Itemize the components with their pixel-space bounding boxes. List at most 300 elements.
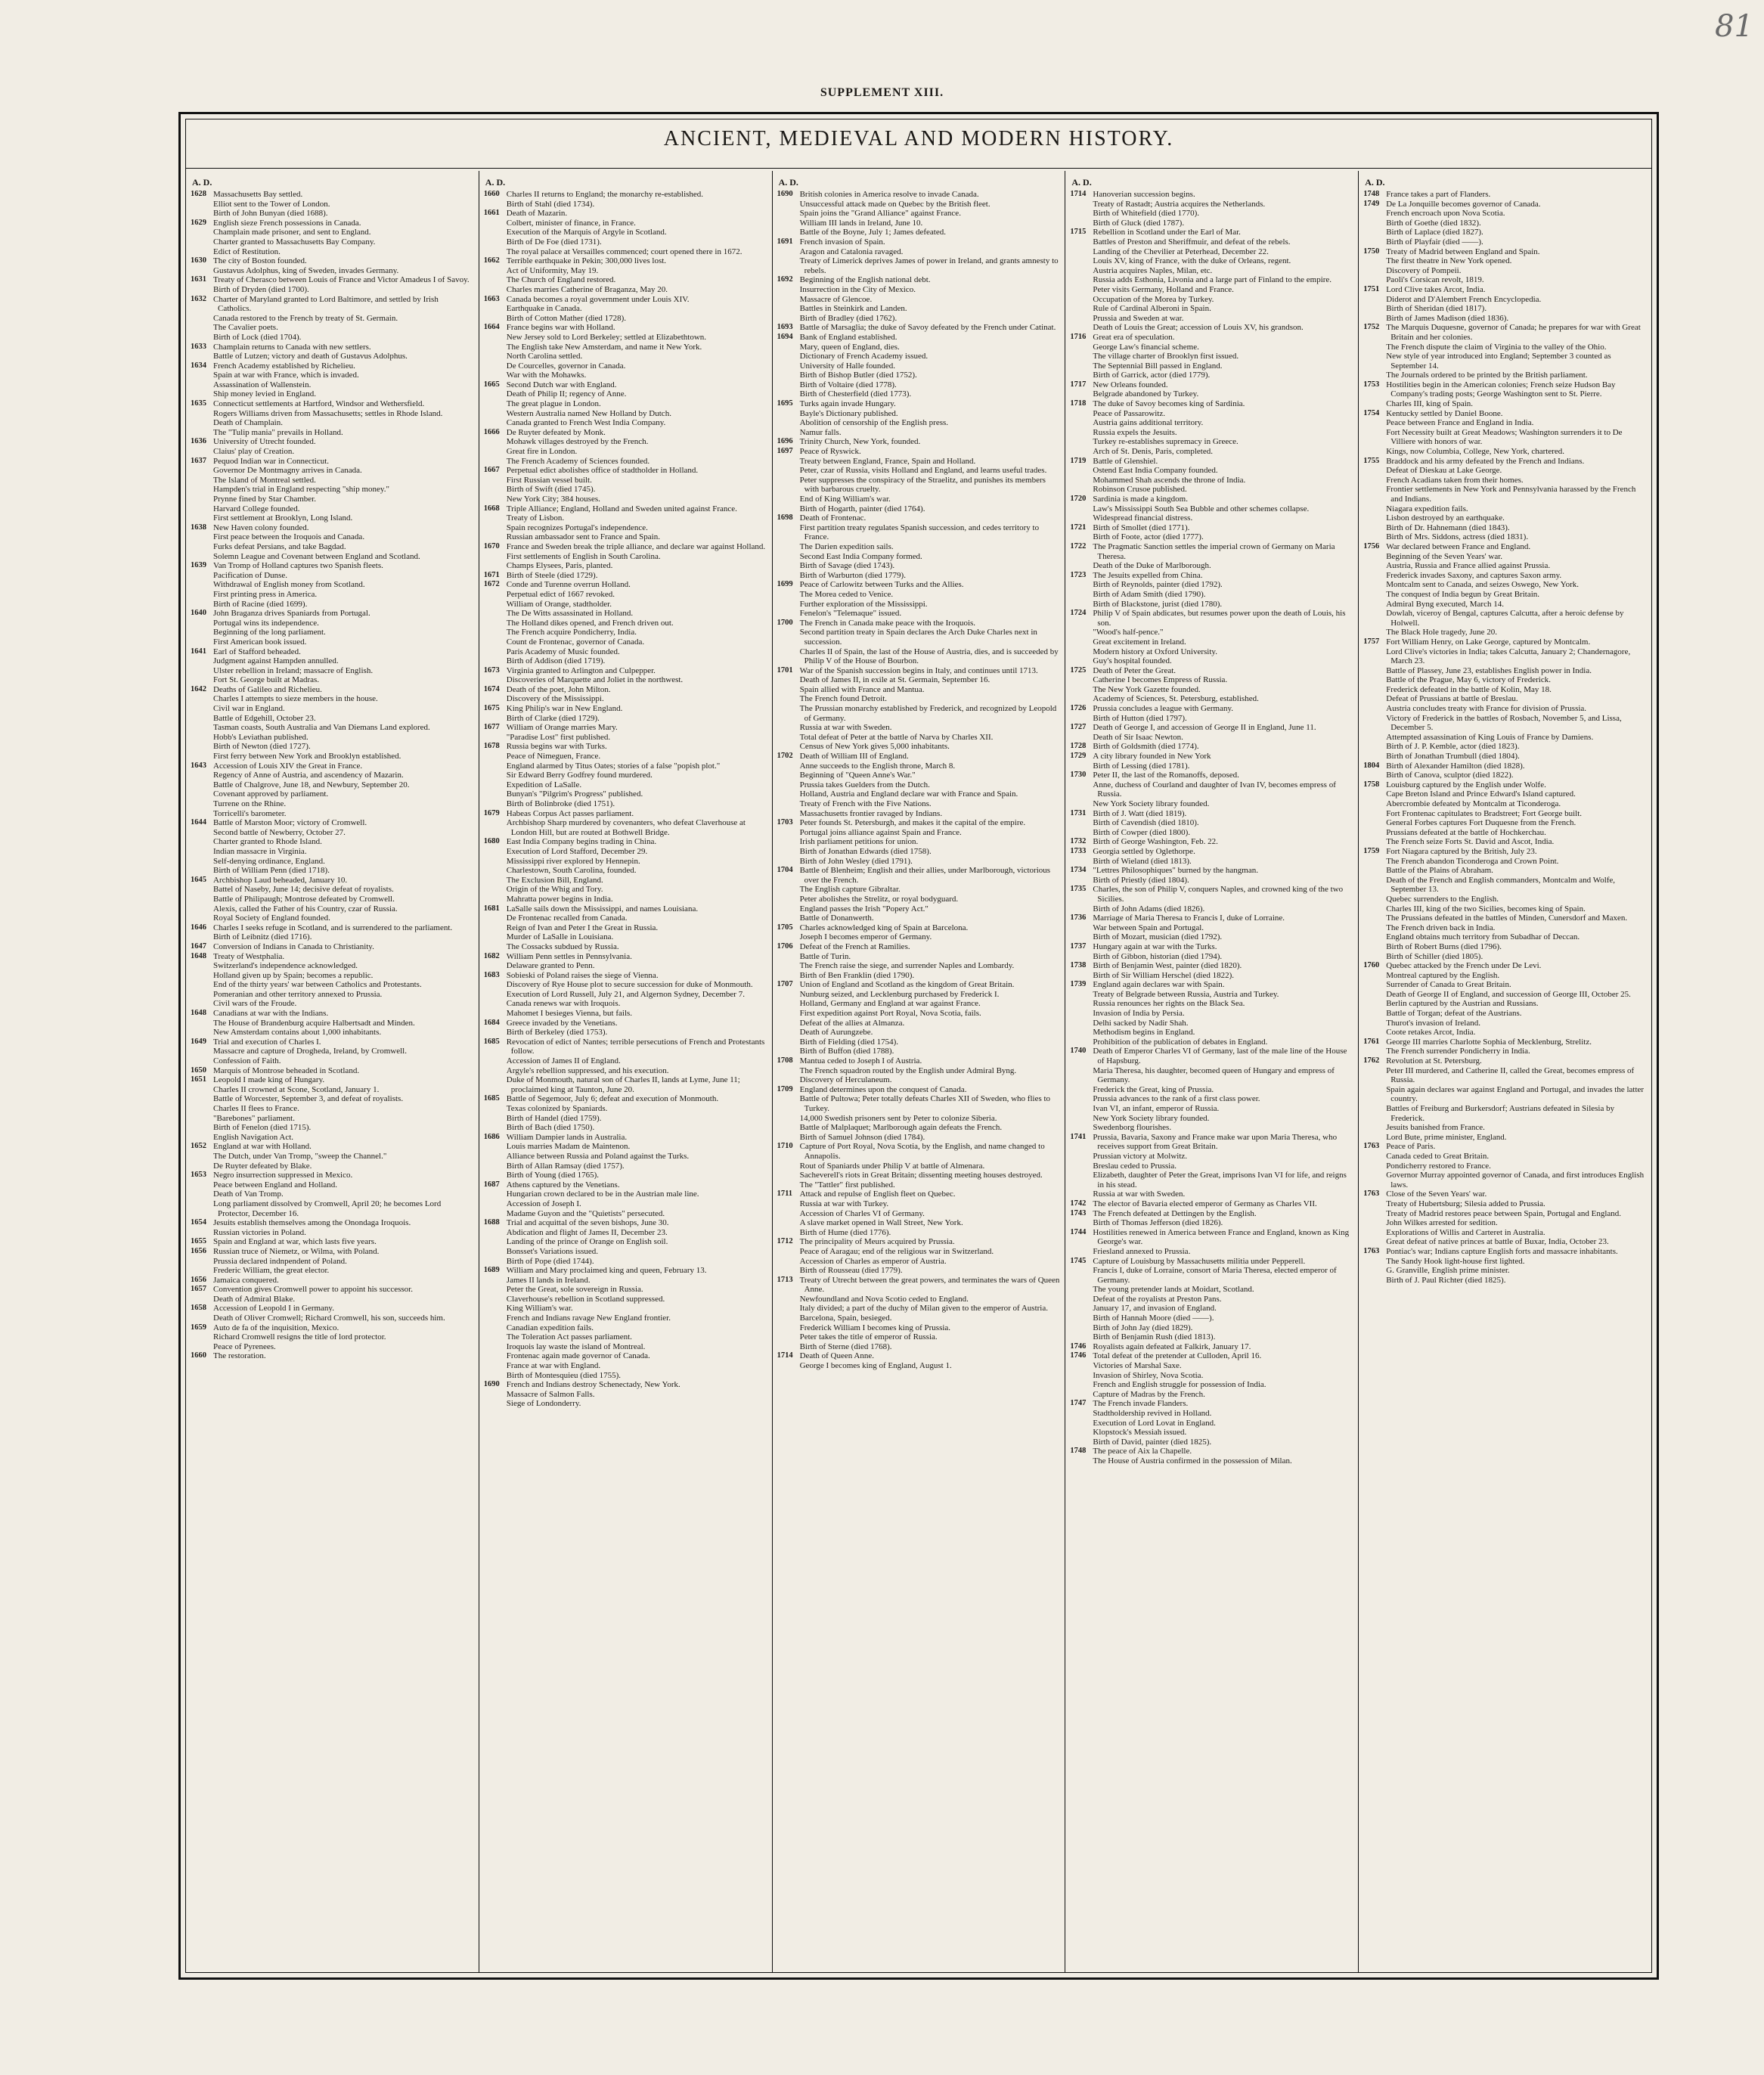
- timeline-entry: [1070, 1114, 1353, 1124]
- timeline-entry: [1070, 723, 1353, 733]
- entry-year: 1685: [483, 1094, 500, 1103]
- entry-year: [484, 1114, 507, 1124]
- timeline-entry: [777, 704, 1061, 723]
- entry-event: The "Tulip mania" prevails in Holland.: [213, 427, 343, 437]
- entry-event: Methodism begins in England.: [1093, 1028, 1195, 1038]
- entry-event: Treaty of Rastadt; Austria acquires the Netherlands.: [1093, 199, 1266, 209]
- entry-year: 1667: [483, 466, 500, 475]
- entry-year: 1746: [1070, 1341, 1087, 1351]
- timeline-entry: [191, 885, 474, 895]
- timeline-entry: [191, 333, 474, 343]
- entry-year: [484, 1332, 507, 1342]
- entry-event: Treaty between England, France, Spain and Holland.: [799, 456, 976, 466]
- entry-event: Death of Champlain.: [213, 418, 283, 428]
- entry-event: Landing of the prince of Orange on English soil.: [506, 1237, 668, 1247]
- entry-event: "Barebones" parliament.: [213, 1113, 295, 1123]
- entry-year: [777, 361, 800, 371]
- entry-event: Greece invaded by the Venetians.: [506, 1018, 618, 1028]
- timeline-entry: [484, 628, 767, 637]
- timeline-entry: [484, 837, 767, 847]
- entry-event: Treaty of Utrecht between the great powers, and terminates the wars of Queen Anne.: [799, 1275, 1060, 1295]
- timeline-entry: [1070, 885, 1353, 904]
- entry-year: [777, 1323, 800, 1333]
- entry-event: Kentucky settled by Daniel Boone.: [1386, 408, 1503, 418]
- entry-year: [1070, 1438, 1093, 1447]
- timeline-entry: [191, 323, 474, 333]
- timeline-entry: [191, 1094, 474, 1104]
- entry-event: Birth of Sterne (died 1768).: [799, 1341, 892, 1351]
- entry-event: Landing of the Chevilier at Peterhead, December 22.: [1093, 247, 1269, 256]
- entry-year: [484, 885, 507, 895]
- entry-year: [484, 1323, 507, 1333]
- timeline-entry: [191, 961, 474, 971]
- entry-event: Battles in Steinkirk and Landen.: [799, 304, 907, 314]
- entry-event: The royal palace at Versailles commenced; court opened there in 1672.: [506, 247, 742, 256]
- timeline-entry: [1070, 837, 1353, 847]
- entry-year: [777, 771, 800, 780]
- entry-year: [777, 857, 800, 867]
- timeline-entry: [1070, 1047, 1353, 1065]
- timeline-entry: [191, 1247, 474, 1257]
- timeline-entry: [1363, 1028, 1647, 1038]
- entry-year: [191, 656, 213, 666]
- timeline-entry: [1070, 904, 1353, 914]
- entry-year: 1758: [1363, 780, 1380, 789]
- entry-year: [191, 1189, 213, 1199]
- timeline-entry: [191, 380, 474, 390]
- timeline-entry: [1363, 752, 1647, 761]
- entry-year: [1070, 323, 1093, 333]
- entry-year: [1070, 504, 1093, 514]
- entry-year: [777, 885, 800, 895]
- entry-year: [484, 1247, 507, 1257]
- entry-event: Discoveries of Marquette and Joliet in the northwest.: [506, 675, 684, 685]
- entry-event: Birth of Steele (died 1729).: [506, 570, 598, 580]
- entry-year: [777, 780, 800, 790]
- entry-event: First American book issued.: [213, 637, 307, 647]
- entry-year: [777, 389, 800, 399]
- entry-year: 1630: [191, 256, 206, 265]
- entry-event: Battle of Malplaquet; Marlborough again defeats the French.: [799, 1123, 1003, 1133]
- entry-year: [777, 542, 800, 552]
- timeline-entry: [191, 485, 474, 495]
- entry-event: Frederick defeated in the battle of Kolin, May 18.: [1386, 684, 1552, 694]
- timeline-entry: [1070, 1447, 1353, 1456]
- column-header: A. D.: [1071, 177, 1092, 188]
- entry-event: Peter III murdered, and Catherine II, called the Great, becomes empress of Russia.: [1386, 1065, 1635, 1085]
- entry-year: [1363, 866, 1386, 876]
- entry-event: Lord Clive takes Arcot, India.: [1386, 284, 1486, 294]
- entry-event: Capture of Madras by the French.: [1093, 1389, 1205, 1399]
- history-table-frame: [178, 112, 1659, 1980]
- timeline-entry: [484, 942, 767, 952]
- page-number: 81: [1715, 9, 1753, 44]
- timeline-entry: [1363, 1276, 1647, 1286]
- entry-year: [1363, 1237, 1386, 1247]
- entry-year: [191, 913, 213, 923]
- entry-year: 1743: [1070, 1208, 1087, 1217]
- timeline-entry: [484, 1171, 767, 1180]
- entry-event: Anne, duchess of Courland and daughter of Ivan IV, becomes empress of Russia.: [1093, 780, 1336, 799]
- entry-event: Russia begins war with Turks.: [506, 742, 607, 752]
- entry-year: [1070, 1028, 1093, 1038]
- entry-event: George III marries Charlotte Sophia of Mecklenburg, Strelitz.: [1386, 1037, 1592, 1047]
- entry-event: Birth of Handel (died 1759).: [506, 1113, 602, 1123]
- entry-event: De La Jonquille becomes governor of Canada.: [1386, 199, 1541, 209]
- timeline-entry: [777, 1199, 1061, 1209]
- entry-year: 1731: [1070, 808, 1087, 817]
- timeline-entry: [1363, 1199, 1647, 1209]
- timeline-entry: [191, 1104, 474, 1114]
- timeline-entry: [191, 495, 474, 504]
- entry-event: Trinity Church, New York, founded.: [799, 437, 921, 447]
- timeline-entry: [777, 1162, 1061, 1171]
- timeline-entry: [484, 666, 767, 676]
- timeline-entry: [777, 666, 1061, 676]
- entry-event: The French acquire Pondicherry, India.: [506, 628, 637, 637]
- timeline-entry: [484, 780, 767, 790]
- entry-event: Quebec surrenders to the English.: [1386, 894, 1499, 904]
- timeline-entry: [1363, 200, 1647, 209]
- entry-year: [484, 980, 507, 990]
- entry-event: Birth of Fielding (died 1754).: [799, 1037, 899, 1047]
- timeline-entry: [191, 837, 474, 847]
- entry-year: [1363, 209, 1386, 219]
- entry-year: 1737: [1070, 941, 1087, 951]
- entry-year: [1363, 590, 1386, 600]
- timeline-entry: [191, 714, 474, 724]
- entry-year: [1070, 857, 1093, 867]
- timeline-entry: [1363, 847, 1647, 857]
- entry-year: [777, 1257, 800, 1267]
- entry-event: Madame Guyon and the "Quietists" persecuted.: [506, 1208, 665, 1218]
- entry-event: Prussians defeated at the battle of Hochkerchau.: [1386, 827, 1546, 837]
- timeline-entry: [191, 675, 474, 685]
- entry-year: [484, 990, 507, 1000]
- timeline-entry: [1363, 1237, 1647, 1247]
- entry-event: Birth of Hutton (died 1797).: [1093, 713, 1187, 723]
- entry-event: Indian massacre in Virginia.: [213, 846, 307, 856]
- entry-year: [777, 523, 800, 542]
- entry-year: [1363, 1152, 1386, 1162]
- entry-year: [1363, 876, 1386, 895]
- timeline-entry: [777, 609, 1061, 619]
- timeline-entry: [1363, 295, 1647, 305]
- entry-event: Birth of Voltaire (died 1778).: [799, 380, 897, 389]
- timeline-entry: [777, 361, 1061, 371]
- entry-year: [484, 532, 507, 542]
- entry-year: [484, 552, 507, 562]
- entry-year: [484, 361, 507, 371]
- entry-year: [191, 428, 213, 438]
- timeline-entry: [191, 1028, 474, 1038]
- entry-year: [777, 809, 800, 819]
- timeline-entry: [1070, 932, 1353, 942]
- timeline-entry: [1070, 780, 1353, 799]
- entry-event: George I becomes king of England, August 1.: [799, 1361, 952, 1371]
- entry-event: Stadtholdership revived in Holland.: [1093, 1409, 1212, 1418]
- entry-year: [191, 666, 213, 676]
- entry-event: Ivan VI, an infant, emperor of Russia.: [1093, 1104, 1220, 1113]
- entry-event: Battles of Preston and Sheriffmuir, and defeat of the rebels.: [1093, 237, 1291, 247]
- timeline-entry: [1070, 1419, 1353, 1428]
- entry-event: Leopold I made king of Hungary.: [213, 1075, 325, 1085]
- entry-year: [1070, 513, 1093, 523]
- entry-year: [1363, 647, 1386, 666]
- timeline-entry: [1363, 761, 1647, 771]
- entry-year: 1708: [777, 1056, 793, 1065]
- entry-event: Connecticut settlements at Hartford, Windsor and Wethersfield.: [213, 399, 425, 409]
- entry-year: [191, 971, 213, 981]
- entry-event: Beginning of the long parliament.: [213, 628, 326, 637]
- entry-year: 1690: [777, 190, 793, 198]
- timeline-entry: [484, 542, 767, 552]
- entry-event: Royal Society of England founded.: [213, 913, 330, 923]
- entry-year: [484, 1028, 507, 1038]
- timeline-entry: [1070, 343, 1353, 352]
- entry-year: [777, 1266, 800, 1276]
- entry-event: Birth of Cowper (died 1800).: [1093, 827, 1191, 837]
- entry-event: Treaty of French with the Five Nations.: [799, 799, 932, 808]
- timeline-entry: [484, 580, 767, 590]
- entry-year: [1363, 704, 1386, 714]
- timeline-entry: [777, 742, 1061, 752]
- timeline-entry: [484, 971, 767, 981]
- timeline-entry: [484, 1266, 767, 1276]
- entry-event: Birth of Bach (died 1750).: [506, 1123, 595, 1133]
- entry-event: Birth of Sir William Herschel (died 1822).: [1093, 970, 1235, 980]
- entry-event: Birth of James Madison (died 1836).: [1386, 313, 1509, 323]
- entry-event: Governor Murray appointed governor of Canada, and first introduces English laws.: [1386, 1171, 1645, 1189]
- entry-event: Reign of Ivan and Peter I the Great in Russia.: [506, 923, 659, 932]
- entry-year: [191, 580, 213, 590]
- entry-year: [1070, 675, 1093, 685]
- timeline-entry: [1070, 285, 1353, 295]
- entry-event: Revocation of edict of Nantes; terrible persecutions of French and Protestants follow.: [506, 1037, 765, 1056]
- entry-event: Van Tromp of Holland captures two Spanish fleets.: [213, 561, 383, 571]
- entry-year: 1656: [191, 1275, 206, 1284]
- entry-event: Mohawk villages destroyed by the French.: [506, 437, 649, 447]
- timeline-entry: [1363, 647, 1647, 666]
- entry-event: Friesland annexed to Prussia.: [1093, 1246, 1191, 1256]
- timeline-entry: [191, 752, 474, 761]
- entry-year: [1070, 1285, 1093, 1295]
- timeline-entry: [1070, 447, 1353, 457]
- entry-event: Austria gains additional territory.: [1093, 418, 1204, 428]
- entry-year: [777, 571, 800, 581]
- entry-event: Modern history at Oxford University.: [1093, 647, 1217, 656]
- timeline-entry: [1070, 237, 1353, 247]
- entry-event: Birth of John Wesley (died 1791).: [799, 856, 913, 866]
- entry-year: [1070, 247, 1093, 257]
- entry-event: Abercrombie defeated by Montcalm at Ticonderoga.: [1386, 799, 1561, 808]
- entry-event: First partition treaty regulates Spanish succession, and cedes territory to France.: [799, 523, 1040, 542]
- timeline-entry: [1070, 1323, 1353, 1333]
- entry-year: [777, 343, 800, 352]
- entry-year: [1070, 1094, 1093, 1104]
- entry-event: France begins war with Holland.: [506, 323, 615, 333]
- entry-year: 1643: [191, 761, 206, 770]
- entry-year: 1660: [483, 190, 500, 198]
- entry-year: [484, 1152, 507, 1162]
- timeline-entry: [484, 1399, 767, 1409]
- entry-year: [484, 200, 507, 209]
- entry-event: War with the Mohawks.: [506, 371, 587, 380]
- timeline-entry: [1363, 780, 1647, 790]
- timeline-entry: [1070, 656, 1353, 666]
- timeline-entry: [1363, 457, 1647, 467]
- entry-event: Jamaica conquered.: [213, 1275, 279, 1285]
- entry-year: [1363, 580, 1386, 590]
- entry-year: [777, 504, 800, 514]
- timeline-entry: [777, 619, 1061, 628]
- entry-event: The Prussian monarchy established by Frederick, and recognized by Leopold of Germany.: [799, 704, 1057, 723]
- timeline-entry: [191, 237, 474, 247]
- entry-year: [484, 437, 507, 447]
- entry-year: [1363, 219, 1386, 228]
- entry-event: Prussia, Bavaria, Saxony and France make war upon Maria Theresa, who receives support from Great Britain.: [1093, 1132, 1338, 1152]
- entry-event: Charles III, king of the two Sicilies, becomes king of Spain.: [1386, 904, 1586, 913]
- entry-year: [777, 1342, 800, 1352]
- entry-event: Treaty of Westphalia.: [213, 951, 285, 961]
- entry-year: [1363, 561, 1386, 571]
- entry-event: Birth of Clarke (died 1729).: [506, 713, 600, 723]
- timeline-entry: [191, 942, 474, 952]
- entry-event: Spain again declares war against England and Portugal, and invades the latter country.: [1386, 1084, 1645, 1104]
- entry-event: Spain allied with France and Mantua.: [799, 684, 925, 694]
- entry-year: [1363, 913, 1386, 923]
- entry-event: Battle of Marsaglia; the duke of Savoy defeated by the French under Catinat.: [799, 323, 1056, 333]
- entry-year: [484, 285, 507, 295]
- entry-event: Edict of Restitution.: [213, 247, 281, 256]
- entry-event: Ship money levied in England.: [213, 389, 316, 399]
- entry-year: 1698: [777, 513, 793, 523]
- entry-event: Birth of Hume (died 1776).: [799, 1227, 891, 1237]
- entry-event: Hostilities begin in the American colonies; French seize Hudson Bay Company's trading posts; George Washington sent to St. Pierre.: [1386, 380, 1616, 399]
- entry-year: [191, 1133, 213, 1143]
- timeline-entry: [191, 990, 474, 1000]
- timeline-entry: [1363, 513, 1647, 523]
- entry-event: Rule of Cardinal Alberoni in Spain.: [1093, 304, 1211, 314]
- entry-event: Birth of J. Watt (died 1819).: [1093, 808, 1187, 818]
- timeline-entry: [484, 818, 767, 837]
- entry-year: 1651: [191, 1075, 206, 1084]
- timeline-entry: [191, 971, 474, 981]
- timeline-entry: [191, 1332, 474, 1342]
- timeline-entry: [1363, 866, 1647, 876]
- timeline-columns: [186, 171, 1651, 1972]
- timeline-entry: [191, 857, 474, 867]
- timeline-entry: [777, 542, 1061, 552]
- timeline-entry: [191, 476, 474, 485]
- entry-year: [191, 552, 213, 562]
- entry-year: [484, 447, 507, 457]
- entry-event: Beginning of "Queen Anne's War.": [799, 771, 916, 780]
- timeline-entry: [1070, 314, 1353, 324]
- timeline-entry: [484, 733, 767, 743]
- entry-year: [1070, 1152, 1093, 1162]
- entry-event: Canada becomes a royal government under Louis XIV.: [506, 294, 690, 304]
- entry-year: [1070, 1266, 1093, 1285]
- timeline-entry: [191, 571, 474, 581]
- entry-event: Coote retakes Arcot, India.: [1386, 1028, 1476, 1038]
- entry-year: 1665: [483, 380, 500, 389]
- timeline-entry: [777, 457, 1061, 467]
- entry-event: Birth of Bishop Butler (died 1752).: [799, 371, 917, 380]
- entry-year: 1690: [483, 1380, 500, 1389]
- entry-event: Champlain returns to Canada with new settlers.: [213, 342, 371, 352]
- entry-event: Hanoverian succession begins.: [1093, 190, 1195, 199]
- timeline-entry: [1363, 466, 1647, 476]
- timeline-entry: [484, 913, 767, 923]
- entry-event: Battle of Glenshiel.: [1093, 456, 1158, 466]
- timeline-entry: [191, 1162, 474, 1171]
- entry-event: Frederick William I becomes king of Prussia.: [799, 1323, 951, 1332]
- timeline-entry: [777, 190, 1061, 200]
- entry-event: Battle of Edgehill, October 23.: [213, 713, 316, 723]
- entry-year: [484, 961, 507, 971]
- entry-event: Holland given up by Spain; becomes a republic.: [213, 970, 374, 980]
- entry-event: Death of Oliver Cromwell; Richard Cromwell, his son, succeeds him.: [213, 1314, 445, 1323]
- entry-year: [1070, 647, 1093, 657]
- entry-event: The French defeated at Dettingen by the English.: [1093, 1208, 1257, 1218]
- entry-year: [1363, 685, 1386, 695]
- timeline-entry: [1363, 523, 1647, 533]
- entry-event: Beginning of the Seven Years' war.: [1386, 551, 1503, 561]
- timeline-entry: [191, 247, 474, 257]
- entry-event: Total defeat of Peter at the battle of Narva by Charles XII.: [799, 732, 994, 742]
- entry-year: [484, 1276, 507, 1286]
- entry-year: 1707: [777, 980, 793, 989]
- timeline-entry: [191, 1180, 474, 1190]
- entry-event: Battle of Blenheim; English and their allies, under Marlborough, victorious over the French.: [799, 866, 1051, 885]
- timeline-entry: [191, 1075, 474, 1085]
- entry-year: [777, 675, 800, 685]
- timeline-entry: [777, 1247, 1061, 1257]
- entry-event: Austria, Russia and France allied against Prussia.: [1386, 561, 1551, 571]
- entry-year: [1070, 1390, 1093, 1400]
- timeline-entry: [191, 447, 474, 457]
- entry-year: 1739: [1070, 980, 1087, 989]
- entry-event: Berlin captured by the Austrian and Russians.: [1386, 999, 1539, 1009]
- entry-event: Withdrawal of English money from Scotland.: [213, 580, 365, 590]
- timeline-entry: [1070, 495, 1353, 504]
- entry-event: Birth of Young (died 1765).: [506, 1171, 600, 1180]
- timeline-entry: [1363, 952, 1647, 962]
- timeline-entry: [1070, 466, 1353, 476]
- timeline-entry: [777, 1266, 1061, 1276]
- timeline-entry: [1070, 200, 1353, 209]
- timeline-entry: [1070, 1123, 1353, 1133]
- entry-year: 1724: [1070, 609, 1087, 618]
- entry-year: 1694: [777, 332, 793, 341]
- timeline-entry: [191, 1342, 474, 1352]
- entry-year: [484, 1351, 507, 1361]
- entry-event: The French dispute the claim of Virginia to the valley of the Ohio.: [1386, 342, 1607, 352]
- entry-year: [484, 857, 507, 867]
- entry-year: [1070, 780, 1093, 799]
- entry-event: Deaths of Galileo and Richelieu.: [213, 684, 322, 694]
- entry-event: Battle of Worcester, September 3, and defeat of royalists.: [213, 1094, 404, 1104]
- entry-event: Auto de fa of the inquisition, Mexico.: [213, 1323, 339, 1332]
- entry-year: [1363, 666, 1386, 676]
- timeline-entry: [1070, 990, 1353, 1000]
- entry-year: [191, 675, 213, 685]
- entry-year: [777, 409, 800, 419]
- entry-event: Hungary again at war with the Turks.: [1093, 941, 1217, 951]
- timeline-entry: [777, 600, 1061, 609]
- timeline-entry: [484, 1247, 767, 1257]
